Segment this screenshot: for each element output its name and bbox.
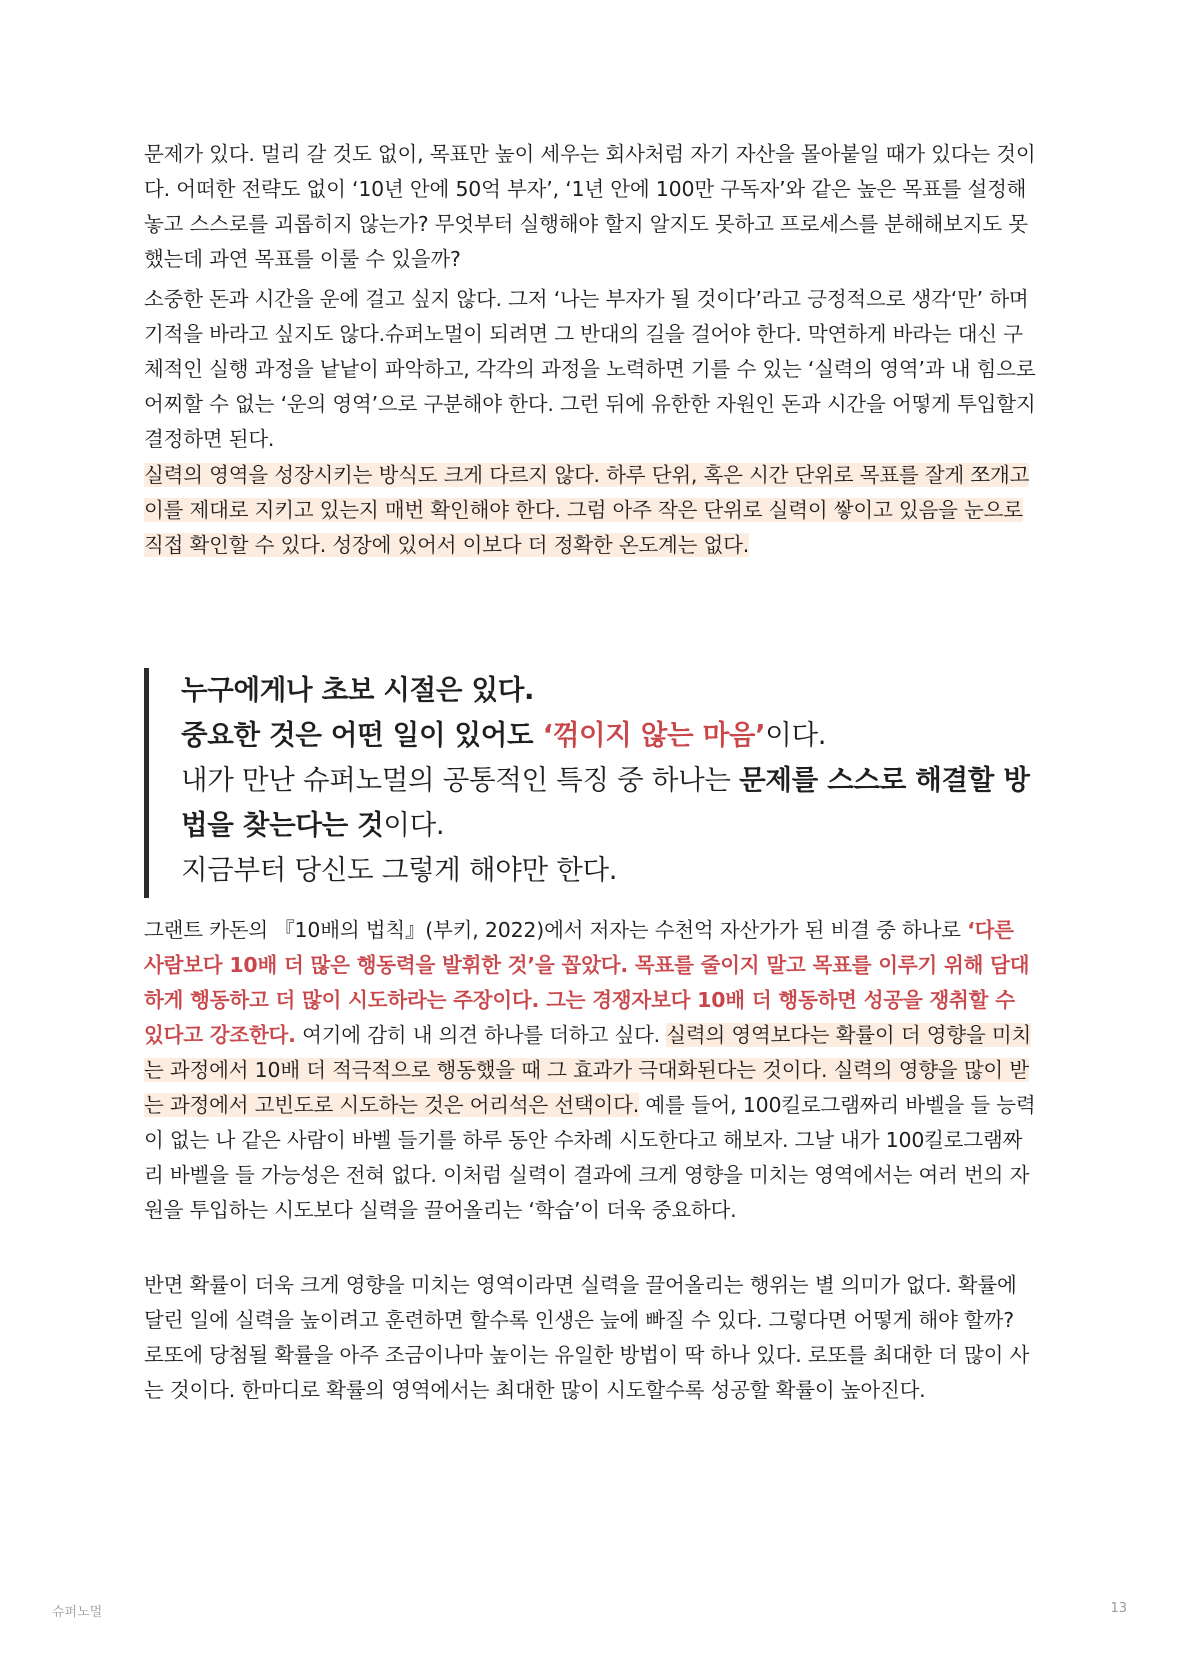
paragraph-5: 반면 확률이 더욱 크게 영향을 미치는 영역이라면 실력을 끌어올리는 행위는 별 의미가 없다. 확률에 달린 일에 실력을 높이려고 훈련하면 할수록 인생은 늪에 빠질 수 있다. 그렇다면 어떻게 해야 할까? 로또에 당첨될 확률을 아주 조금이나마 높이는 유일한 방법이 딱 하나 있다. 로또를 최대한 더 많이 사는 것이다. 한마디로 확률의 영역에서는 최대한 많이 시도할수록 성공할 확률이 높아진다. [144,1273,1030,1402]
quote-bold-phrase: 문제를 스스로 해결할 방법을 찾는다는 것 [181,764,1030,841]
quote-line-2: 중요한 것은 어떤 일이 있어도 ‘꺾이지 않는 마음’이다. [181,719,827,751]
paragraph-1: 문제가 있다. 멀리 갈 것도 없이, 목표만 높이 세우는 회사처럼 자기 자산을 몰아붙일 때가 있다는 것이다. 어떠한 전략도 없이 ‘10년 안에 50억 부자’, ‘1년 안에 100만 구독자’와 같은 높은 목표를 설정해놓고 스스로를 괴롭히지 않는가? 무엇부터 실행해야 할지 알지도 못하고 프로세스를 분해해보지도 못했는데 과연 목표를 이룰 수 있을까? [144,142,1036,271]
highlighted-text: 실력의 영역을 성장시키는 방식도 크게 다르지 않다. 하루 단위, 혹은 시간 단위로 목표를 잘게 쪼개고 이를 제대로 지키고 있는지 매번 확인해야 한다. 그럼 아주 작은 단위로 실력이 쌓이고 있음을 눈으로 직접 확인할 수 있다. 성장에 있어서 이보다 더 정확한 온도계는 없다. [144,463,1030,557]
paragraph-3 [144,458,1036,563]
quote-line-3: 내가 만난 슈퍼노멀의 공통적인 특징 중 하나는 문제를 스스로 해결할 방법을 찾는다는 것이다. [181,764,1030,841]
pull-quote [144,668,1036,898]
quote-line-1: 누구에게나 초보 시절은 있다. [181,674,535,706]
footer-book-title: 슈퍼노멀 [52,1605,103,1620]
paragraph-4: 그랜트 카돈의 『10배의 법칙』(부키, 2022)에서 저자는 수천억 자산가가 된 비결 중 하나로 ‘다른 사람보다 10배 더 많은 행동력을 발휘한 것’을 꼽았다. 목표를 줄이지 말고 목표를 이루기 위해 담대하게 행동하고 더 많이 시도하라는 주장이다. 그는 경쟁자보다 10배 더 행동하면 성공을 쟁취할 수 있다고 강조한다. 여기에 감히 내 의견 하나를 더하고 싶다. 실력의 영역보다는 확률이 더 영향을 미치는 과정에서 10배 더 적극적으로 행동했을 때 그 효과가 극대화된다는 것이다. 실력의 영향을 많이 받는 과정에서 고빈도로 시도하는 것은 어리석은 선택이다. 예를 들어, 100킬로그램짜리 바벨을 들 능력이 없는 나 같은 사람이 바벨 들기를 하루 동안 수차례 시도한다고 해보자. 그날 내가 100킬로그램짜리 바벨을 들 가능성은 전혀 없다. 이처럼 실력이 결과에 크게 영향을 미치는 영역에서는 여러 번의 자원을 투입하는 시도보다 실력을 끌어올리는 ‘학습’이 더욱 중요하다. [144,918,1036,1222]
page-number: 13 [1110,1601,1127,1616]
paragraph-2: 소중한 돈과 시간을 운에 걸고 싶지 않다. 그저 ‘나는 부자가 될 것이다’라고 긍정적으로 생각‘만’ 하며 기적을 바라고 싶지도 않다.슈퍼노멀이 되려면 그 반대의 길을 걸어야 한다. 막연하게 바라는 대신 구체적인 실행 과정을 낱낱이 파악하고, 각각의 과정을 노력하면 기를 수 있는 ‘실력의 영역’과 내 힘으로 어찌할 수 없는 ‘운의 영역’으로 구분해야 한다. 그런 뒤에 유한한 자원인 돈과 시간을 어떻게 투입할지 결정하면 된다. [144,287,1036,451]
highlighted-text: 실력의 영역보다는 확률이 더 영향을 미치는 과정에서 10배 더 적극적으로 행동했을 때 그 효과가 극대화된다는 것이다. 실력의 영향을 많이 받는 과정에서 고빈도로 시도하는 것은 어리석은 선택이다. [144,1023,1032,1117]
quote-line-4: 지금부터 당신도 그렇게 해야만 한다. [181,854,618,886]
red-emphasis: ‘다른 사람보다 10배 더 많은 행동력을 발휘한 것’을 꼽았다. 목표를 줄이지 말고 목표를 이루기 위해 담대하게 행동하고 더 많이 시도하라는 주장이다. 그는 경쟁자보다 10배 더 행동하면 성공을 쟁취할 수 있다고 강조한다. [144,918,1030,1047]
quote-emphasis: ‘꺾이지 않는 마음’ [542,719,766,751]
